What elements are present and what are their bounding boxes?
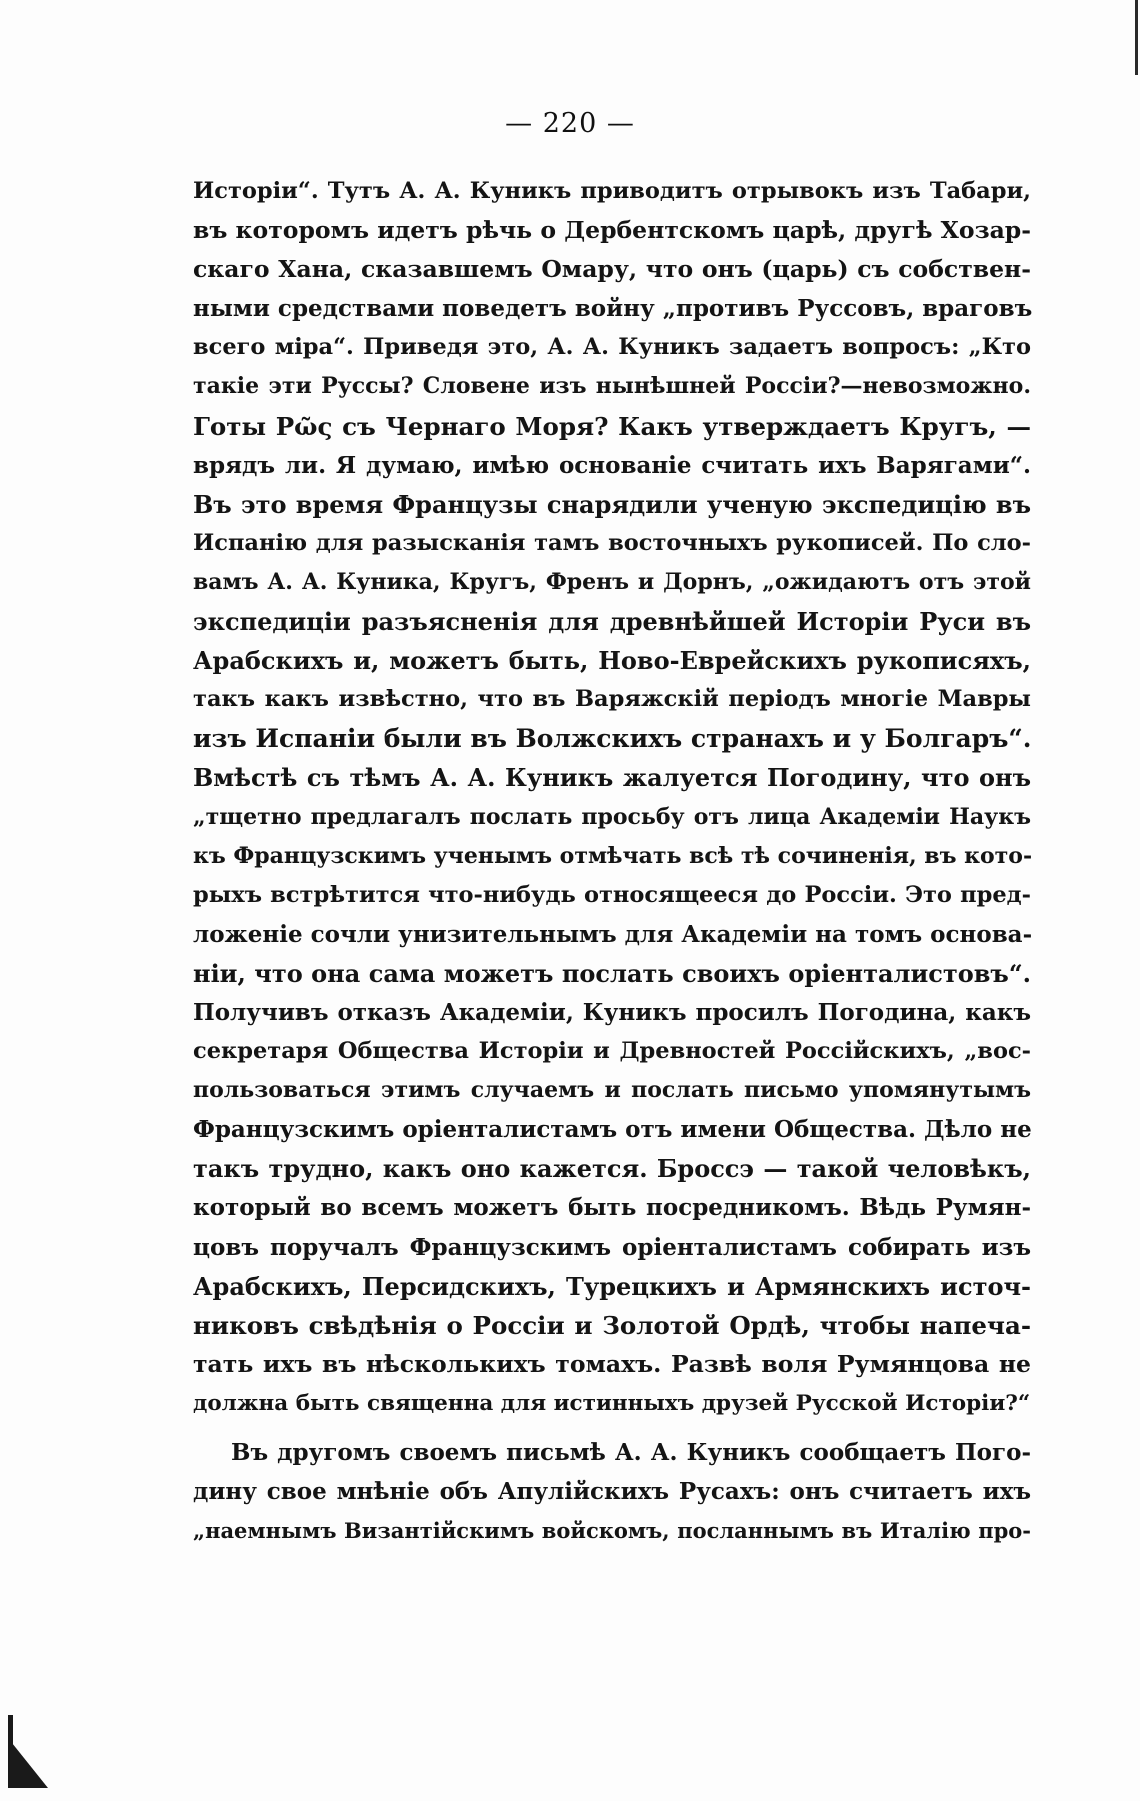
text-line: Испанію для разысканія тамъ восточныхъ рукописей. По сло- — [193, 529, 1031, 556]
text-line: Исторіи“. Тутъ А. А. Куникъ приводитъ отрывокъ изъ Табари, — [193, 178, 1031, 204]
text-line: цовъ поручалъ Французскимъ оріенталистамъ собирать изъ — [193, 1233, 1031, 1261]
text-line: ніи, что она сама можетъ послать своихъ оріенталистовъ“. — [193, 958, 1031, 988]
text-line: изъ Испаніи были въ Волжскихъ странахъ и у Болгаръ“. — [193, 724, 1032, 754]
text-line: въ которомъ идетъ рѣчь о Дербентскомъ царѣ, другѣ Хозар- — [193, 216, 1031, 245]
text-line: пользоваться этимъ случаемъ и послать письмо упомянутымъ — [193, 1077, 1031, 1104]
text-line: дину свое мнѣніе объ Апулійскихъ Русахъ: онъ считаетъ ихъ — [193, 1478, 1031, 1506]
text-line: къ Французскимъ ученымъ отмѣчать всѣ тѣ сочиненія, въ кото- — [193, 842, 1033, 869]
text-line: Въ это время Французы снарядили ученую экспедицію въ — [193, 489, 1031, 519]
text-line: ложеніе сочли унизительнымъ для Академіи на томъ основа- — [193, 920, 1033, 948]
text-line: такъ трудно, какъ оно кажется. Броссэ — такой человѣкъ, — [193, 1154, 1031, 1184]
page-number: — 220 — — [505, 108, 635, 139]
text-line: вамъ А. А. Куника, Кругъ, Френъ и Дорнъ, „ожидаютъ отъ этой — [193, 568, 1031, 595]
text-line: скаго Хана, сказавшемъ Омару, что онъ (царь) съ собствен- — [193, 255, 1031, 284]
page-edge-mark — [1135, 0, 1138, 75]
text-line: рыхъ встрѣтится что-нибудь относящееся до Россіи. Это пред- — [193, 881, 1031, 908]
text-line: Въ другомъ своемъ письмѣ А. А. Куникъ сообщаетъ Пого- — [231, 1439, 1031, 1466]
text-line: ными средствами поведетъ войну „противъ Руссовъ, враговъ — [193, 295, 1033, 323]
text-line: должна быть священна для истинныхъ друзей Русской Исторіи?“ — [193, 1390, 1031, 1416]
corner-mark-triangle — [8, 1738, 48, 1788]
text-line: Вмѣстѣ съ тѣмъ А. А. Куникъ жалуется Погодину, что онъ — [193, 763, 1031, 793]
text-line: всего міра“. Приведя это, А. А. Куникъ задаетъ вопросъ: „Кто — [193, 334, 1031, 361]
text-line: „тщетно предлагалъ послать просьбу отъ лица Академіи Наукъ — [193, 803, 1031, 830]
text-line: Французскимъ оріенталистамъ отъ имени Общества. Дѣло не — [193, 1116, 1032, 1144]
text-line: Готы Рῶς съ Чернаго Моря? Какъ утверждаетъ Кругъ, — — [193, 411, 1031, 441]
text-line: „наемнымъ Византійскимъ войскомъ, посланнымъ въ Италію про- — [193, 1518, 1031, 1544]
body-text — [193, 172, 1031, 1550]
text-line: никовъ свѣдѣнія о Россіи и Золотой Ордѣ, чтобы напеча- — [193, 1310, 1031, 1340]
text-line: секретаря Общества Исторіи и Древностей Россійскихъ, „вос- — [193, 1038, 1031, 1065]
text-line: такъ какъ извѣстно, что въ Варяжскій періодъ многіе Мавры — [193, 686, 1031, 713]
text-line: экспедиціи разъясненія для древнѣйшей Исторіи Руси въ — [193, 607, 1031, 637]
text-line: Арабскихъ и, можетъ быть, Ново-Еврейскихъ рукописяхъ, — [193, 646, 1031, 676]
text-line: Арабскихъ, Персидскихъ, Турецкихъ и Армянскихъ источ- — [193, 1271, 1031, 1301]
text-line: тать ихъ въ нѣсколькихъ томахъ. Развѣ воля Румянцова не — [193, 1349, 1031, 1378]
text-line: который во всемъ можетъ быть посредникомъ. Вѣдь Румян- — [193, 1194, 1031, 1222]
text-line: врядъ ли. Я думаю, имѣю основаніе считать ихъ Варягами“. — [193, 451, 1031, 479]
text-line: такіе эти Руссы? Словене изъ нынѣшней Россіи?—невозможно. — [193, 373, 1031, 400]
text-line: Получивъ отказъ Академіи, Куникъ просилъ Погодина, какъ — [193, 998, 1031, 1026]
